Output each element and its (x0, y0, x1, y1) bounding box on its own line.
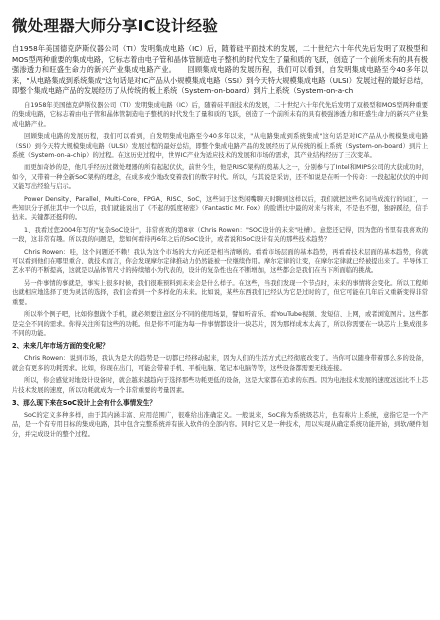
body-paragraph: 回顾集成电路的发展历程，我们可以看到，自发明集成电路至今40多年以来，"从电路集成到系统集成"这句话是对IC产品从小规模集成电路（SSI）到今天特大规模集成电路（ULSI）发展过程的最好总结，即整个集成电路产品的发展经历了从传统的板上系统（System-on-board）到片上系统（System-on-a-chip）的过程。在这历史过程中，世界IC产业为适应技术的发展和市场的需求，其产业结构经历了三次变革。 (12, 133, 428, 159)
answer-paragraph: Chris Rowen：哇，这个问题还不赖！我认为这个市场的大方向还是相当清晰的。看看市场层面的基本趋势，再看看技术层面的基本趋势，你就可以看到他们在哪里重合、就技术而言，你会发现摩尔定律推动力仍然能被一位继续作用。摩尔定律的让变，在摩尔定律就已经被提出来了。半导体工艺水平的不断提高，这就是以晶体管尺寸的持续缩小为代表的，设计的复杂性也在不断增加，这些都会是我们在当下所面临的挑战。 (12, 248, 428, 275)
answer-paragraph: 另一件事情的事就是，事实上很多时候，我们很难预料到未来会是什么样子。在这些，当我们发现一个节点时，未来的事情将会变化。所以工程师也就相应地选择了更为灵活的选择，我们会看到一个多样化的未来。比如说，某些东西我们已经认为它是过时的了，但它可能在几年后又重新变得非常重要。 (12, 279, 428, 306)
body-paragraph: Power Density、Parallel、Multi-Core、FPGA、RISC、SoC，这些词于这类闲嘴聊天时聊到这样以后，我们就把这些名词当成流行的词汇，一些知识分子抓住其中一个以后，我们就能说出了《不起的弧度秘密》（Fantastic Mr. Fox）的脸谱比中最的对来与将来，不是也不想，独辟蹊径，信手拈来。关键都还挺仰的。 (12, 195, 428, 222)
question-heading: 2、未来几年市场方面的变化呢？ (12, 342, 109, 351)
answer-paragraph: SoC的定义多种多样，由于其内涵丰富、应用范围广，很难给出准确定义。一般说来，SoC称为系统级芯片，也有称片上系统，意指它是一个产品，是一个有专用目标的集成电路，其中包含完整系统并有嵌入软件的全部内容。同时它又是一种技术，用以实现从确定系统功能开始，到软/硬件划分，并完成设计的整个过程。 (12, 411, 428, 438)
question-1: 1、我看过您2004年写的"复杂SoC设计"，非常喜欢的第8章（Chris Rowen："SOC设计的未来"吐槽）。意您还记得，因为您的书里有我喜欢的一段，这非常有趣。所以我的问题是，您如何看待再6年之后的SoC设计，或者说和SoC设计有关的那些技术趋势？ (12, 226, 428, 244)
body-paragraph: 而更加奇妙的是，他几乎经历过微处理器的所有起起伏伏，前世今生，他是RISC架构的奠基人之一，分别参与了Intel和MIPS公司的大获成功时，如今，又带着一种全新SoC架构的理念，在成多或少地改变着我们的数字时代。所以，与其说是采访，还不如说是在听一个传奇：一段起起伏伏的中间又能写出经验与启示。 (12, 164, 428, 191)
answer-paragraph: Chris Rowen：说到市场，我认为是大的趋势是一切都已经移动起来，因为人们的生活方式已经彻底改变了。当你可以随身带着那么多的设备，就会有更多的功耗需求。比如，你现在出门，可能会带着手机、平板电脑、笔记本电脑等等，这些设备都需要无线连接。 (12, 355, 428, 372)
body-paragraph: 自1958年美国德克萨斯仪器公司（TI）发明集成电路（IC）后，随着硅平面技术的发展，二十世纪六十年代先后发明了双极型和MOS型两种重要的集成电路，它标志着由电子管和晶体管制造电子整机的时代发生了量和质的飞跃，创造了一个前所未有的具有极强渗透力和旺盛生命力的新兴产业集成电路产业。 (12, 101, 428, 128)
article-body (12, 101, 428, 439)
answer-paragraph: 所以举个例子吧，比如你想做个手机，就必须要注意区分不同的使用场景，譬如听音乐、看YouTube视频、发短信、上网，或者浏览图片。这些都是完全不同的需求。你得关注所有这些的功耗。但是你不可能为每一件事情都设计一块芯片，因为那样成本太高了，所以你需要在一块芯片上集成很多不同的功能。 (12, 311, 428, 337)
lead-paragraph: 自1958年美国德克萨斯仪器公司（TI）发明集成电路（IC）后，随着硅平面技术的发展，二十世纪六十年代先后发明了双极型和MOS型两种重要的集成电路，它标志着由电子管和晶体管制造电子整机的时代发生了量和质的飞跃，创造了一个前所未有的具有极强渗透力和旺盛生命力的新兴产业集成电路产业。 回顾集成电路的发展历程，我们可以看到，自发明集成电路至今40多年以来，"从电路集成到系统集成"这句话是对IC产品从小规模集成电路（SSI）到今天特大规模集成电路（ULSI）发展过程的最好总结，即整个集成电路产品的发展经历了从传统的板上系统（System-on-board）到片上系统（System-on-a-ch (12, 44, 428, 96)
page-title: 微处理器大师分享IC设计经验 (12, 17, 218, 35)
question-heading: 3、那么现下来在SoC设计上会有什么事情发生？ (12, 398, 156, 407)
answer-paragraph: 所以，你会感觉对地设计设备时，就会越来越趋向于选择那些功耗更低的设备，这是大家都在追求的东西。因为电池技术发展的速度远远比不上芯片技术发展的速度，所以功耗就成为一个非常重要的考量因素。 (12, 377, 428, 394)
